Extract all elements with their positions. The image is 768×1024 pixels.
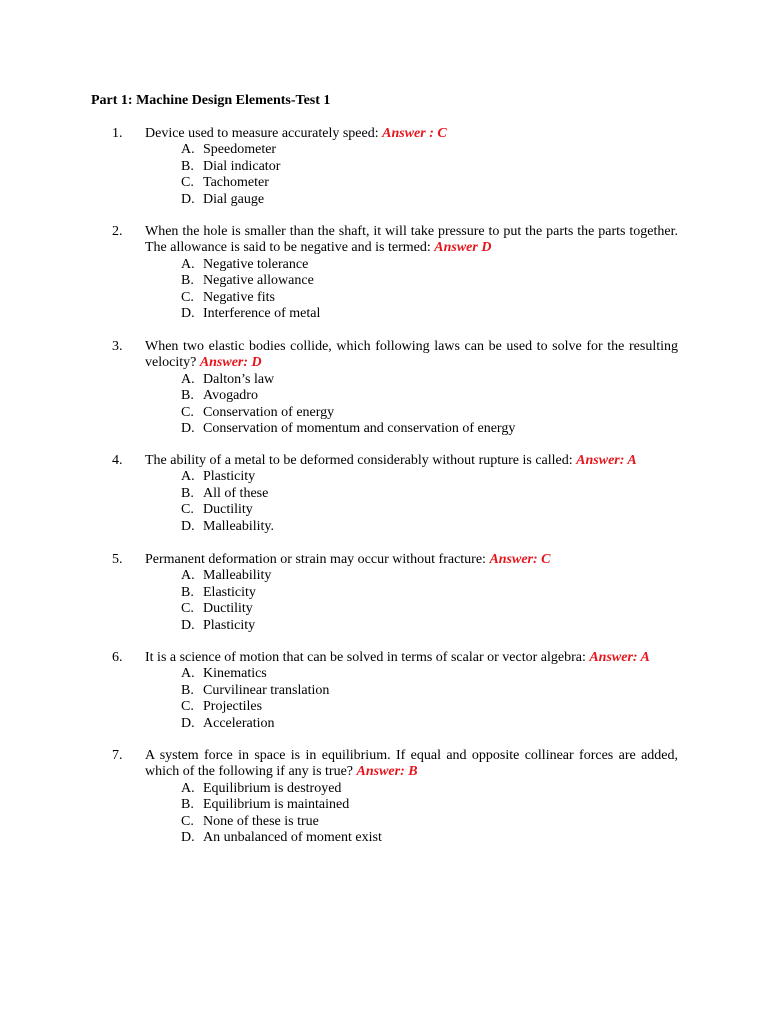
option-letter: C. xyxy=(181,813,194,829)
option-item xyxy=(181,192,678,208)
option-letter: A. xyxy=(181,780,195,796)
option-text: Negative tolerance xyxy=(203,256,309,272)
option-list xyxy=(181,257,678,323)
option-letter: A. xyxy=(181,256,195,272)
option-letter: D. xyxy=(181,191,195,207)
option-item xyxy=(181,781,678,797)
question-prompt: A system force in space is in equilibrium. If equal and opposite collinear forces are added, which of the following if any is true? xyxy=(145,748,678,780)
option-item xyxy=(181,273,678,289)
option-item xyxy=(181,683,678,699)
option-text: Negative fits xyxy=(203,289,275,305)
option-text: Malleability. xyxy=(203,518,275,534)
option-letter: B. xyxy=(181,584,194,600)
option-text: Conservation of energy xyxy=(203,404,335,420)
option-letter: D. xyxy=(181,518,195,534)
option-text: Elasticity xyxy=(203,584,256,600)
option-text: Acceleration xyxy=(203,715,275,731)
option-item xyxy=(181,618,678,634)
option-letter: B. xyxy=(181,273,194,289)
option-letter: C. xyxy=(181,175,194,191)
option-list xyxy=(181,372,678,438)
option-text: Interference of metal xyxy=(203,305,321,321)
question-prompt: When the hole is smaller than the shaft, it will take pressure to put the parts the parts together. The allowance is said to be negative and is termed: xyxy=(145,224,678,256)
option-item xyxy=(181,797,678,813)
question-4 xyxy=(112,453,678,535)
option-list xyxy=(181,781,678,847)
question-prompt: Permanent deformation or strain may occur without fracture: xyxy=(145,552,490,567)
question-number: 4. xyxy=(112,453,123,468)
option-text: Plasticity xyxy=(203,469,256,485)
question-text xyxy=(145,224,678,257)
question-number: 7. xyxy=(112,748,123,763)
question-number: 2. xyxy=(112,224,123,239)
option-text: Equilibrium is maintained xyxy=(203,797,350,813)
answer-key: Answer : C xyxy=(382,126,447,141)
option-letter: B. xyxy=(181,388,194,404)
option-item xyxy=(181,257,678,273)
option-item xyxy=(181,601,678,617)
option-item xyxy=(181,421,678,437)
option-item xyxy=(181,388,678,404)
option-letter: D. xyxy=(181,420,195,436)
option-letter: B. xyxy=(181,485,194,501)
question-text xyxy=(145,453,678,469)
option-item xyxy=(181,372,678,388)
option-item xyxy=(181,814,678,830)
option-item xyxy=(181,585,678,601)
question-2 xyxy=(112,224,678,322)
answer-key: Answer: C xyxy=(489,552,551,567)
option-item xyxy=(181,306,678,322)
option-list xyxy=(181,666,678,732)
option-letter: B. xyxy=(181,682,194,698)
option-item xyxy=(181,666,678,682)
option-text: Speedometer xyxy=(203,142,277,158)
question-text xyxy=(145,748,678,781)
question-text xyxy=(145,650,678,666)
question-6 xyxy=(112,650,678,732)
option-letter: A. xyxy=(181,568,195,584)
option-text: Projectiles xyxy=(203,699,263,715)
question-3 xyxy=(112,339,678,437)
option-item xyxy=(181,716,678,732)
option-list xyxy=(181,142,678,208)
page-title: Part 1: Machine Design Elements-Test 1 xyxy=(91,93,331,108)
option-text: Kinematics xyxy=(203,666,267,682)
option-text: Dial indicator xyxy=(203,158,281,174)
option-item xyxy=(181,142,678,158)
question-number: 5. xyxy=(112,552,123,567)
option-text: An unbalanced of moment exist xyxy=(203,829,382,845)
answer-key: Answer D xyxy=(434,240,492,256)
question-number: 1. xyxy=(112,126,123,141)
question-7 xyxy=(112,748,678,846)
question-text xyxy=(145,339,678,372)
question-prompt: The ability of a metal to be deformed considerably without rupture is called: xyxy=(145,453,577,468)
option-text: Plasticity xyxy=(203,617,256,633)
option-letter: C. xyxy=(181,502,194,518)
option-item xyxy=(181,486,678,502)
option-text: Avogadro xyxy=(203,388,258,404)
option-letter: D. xyxy=(181,829,195,845)
question-1 xyxy=(112,126,678,208)
option-text: Curvilinear translation xyxy=(203,682,330,698)
option-letter: B. xyxy=(181,158,194,174)
answer-key: Answer: A xyxy=(589,650,650,665)
option-item xyxy=(181,290,678,306)
option-text: Conservation of momentum and conservation of energy xyxy=(203,420,516,436)
option-item xyxy=(181,568,678,584)
option-text: Dalton’s law xyxy=(203,371,275,387)
option-list xyxy=(181,568,678,634)
question-5 xyxy=(112,552,678,634)
option-letter: C. xyxy=(181,289,194,305)
option-text: Negative allowance xyxy=(203,273,314,289)
option-letter: D. xyxy=(181,715,195,731)
option-item xyxy=(181,405,678,421)
option-item xyxy=(181,519,678,535)
option-item xyxy=(181,469,678,485)
option-text: Tachometer xyxy=(203,175,269,191)
option-letter: A. xyxy=(181,142,195,158)
option-text: None of these is true xyxy=(203,813,319,829)
option-letter: A. xyxy=(181,371,195,387)
option-letter: D. xyxy=(181,305,195,321)
option-text: Ductility xyxy=(203,502,253,518)
option-text: Equilibrium is destroyed xyxy=(203,780,342,796)
option-letter: D. xyxy=(181,617,195,633)
option-item xyxy=(181,175,678,191)
option-letter: C. xyxy=(181,601,194,617)
question-number: 3. xyxy=(112,339,123,354)
answer-key: Answer: B xyxy=(356,764,418,780)
option-letter: B. xyxy=(181,797,194,813)
option-letter: C. xyxy=(181,699,194,715)
option-letter: C. xyxy=(181,404,194,420)
question-prompt: Device used to measure accurately speed: xyxy=(145,126,383,141)
option-text: Malleability xyxy=(203,568,272,584)
option-text: Dial gauge xyxy=(203,191,265,207)
option-item xyxy=(181,830,678,846)
option-letter: A. xyxy=(181,666,195,682)
option-item xyxy=(181,159,678,175)
question-prompt: It is a science of motion that can be solved in terms of scalar or vector algebra: xyxy=(145,650,590,665)
question-number: 6. xyxy=(112,650,123,665)
option-item xyxy=(181,502,678,518)
option-text: All of these xyxy=(203,485,269,501)
answer-key: Answer: A xyxy=(576,453,637,468)
answer-key: Answer: D xyxy=(199,355,262,371)
option-list xyxy=(181,469,678,535)
option-item xyxy=(181,699,678,715)
question-text xyxy=(145,126,678,142)
option-letter: A. xyxy=(181,469,195,485)
question-prompt: When two elastic bodies collide, which following laws can be used to solve for the resulting velocity? xyxy=(145,339,678,371)
option-text: Ductility xyxy=(203,601,253,617)
question-text xyxy=(145,552,678,568)
